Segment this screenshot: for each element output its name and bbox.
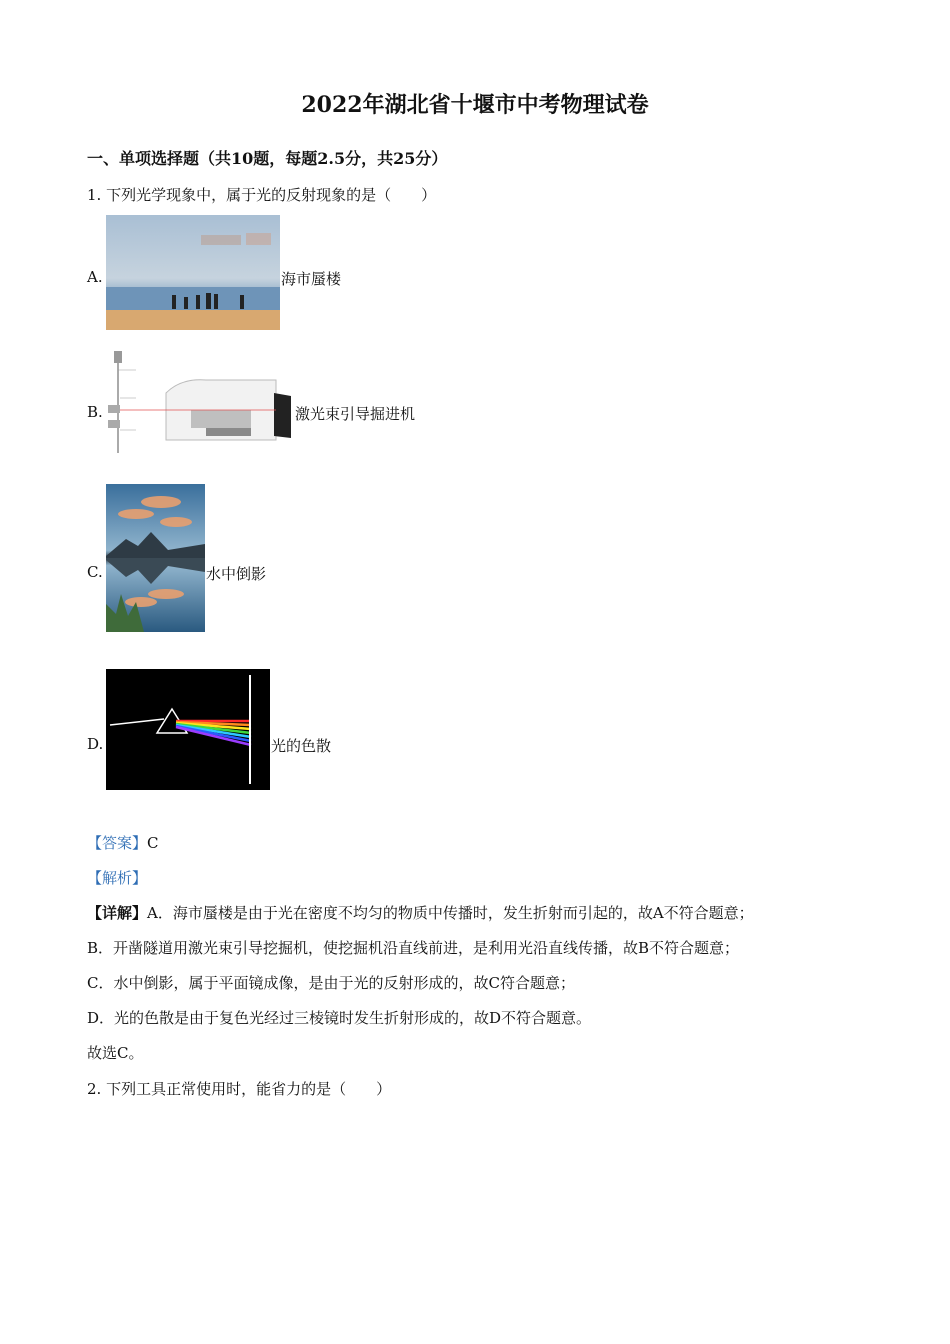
- page-title: 2022年湖北省十堰市中考物理试卷: [301, 92, 649, 118]
- option-b-caption: 激光束引导掘进机: [295, 405, 416, 423]
- detail-line-c: C．水中倒影，属于平面镜成像，是由于光的反射形成的，故C符合题意；: [87, 974, 575, 992]
- option-d-caption: 光的色散: [271, 737, 332, 755]
- detail-line-b: B．开凿隧道用激光束引导挖掘机，使挖掘机沿直线前进，是利用光沿直线传播，故B不符合题意；: [87, 939, 740, 957]
- answer-line: [87, 832, 159, 853]
- mountain-lake-reflection-photo-icon: [106, 484, 205, 632]
- option-c-letter: C.: [87, 563, 103, 581]
- answer-label: 【答案】: [87, 834, 148, 852]
- tunnel-boring-machine-diagram-icon: [106, 348, 294, 456]
- prism-dispersion-image-icon: [106, 669, 270, 790]
- question-2-stem: 2. 下列工具正常使用时，能省力的是（ ）: [87, 1080, 392, 1098]
- option-b-letter: B.: [87, 403, 103, 421]
- detail-conclusion: 故选C。: [87, 1044, 144, 1062]
- option-d-letter: D.: [87, 735, 104, 753]
- detail-a-text: A．海市蜃楼是由于光在密度不均匀的物质中传播时，发生折射而引起的，故A不符合题意；: [147, 904, 754, 922]
- detail-label: 【详解】: [87, 904, 148, 922]
- detail-line-a: [87, 902, 754, 923]
- mirage-photo-icon: [106, 215, 280, 330]
- option-a-letter: A.: [87, 268, 103, 286]
- answer-value: C: [147, 834, 159, 852]
- detail-line-d: D．光的色散是由于复色光经过三棱镜时发生折射形成的，故D不符合题意。: [87, 1009, 592, 1027]
- section-heading: 一、单项选择题（共10题，每题2.5分，共25分）: [87, 149, 448, 168]
- question-1-stem: 1. 下列光学现象中，属于光的反射现象的是（ ）: [87, 186, 437, 204]
- analysis-label: 【解析】: [87, 869, 148, 887]
- option-a-caption: 海市蜃楼: [281, 270, 342, 288]
- option-c-caption: 水中倒影: [206, 565, 267, 583]
